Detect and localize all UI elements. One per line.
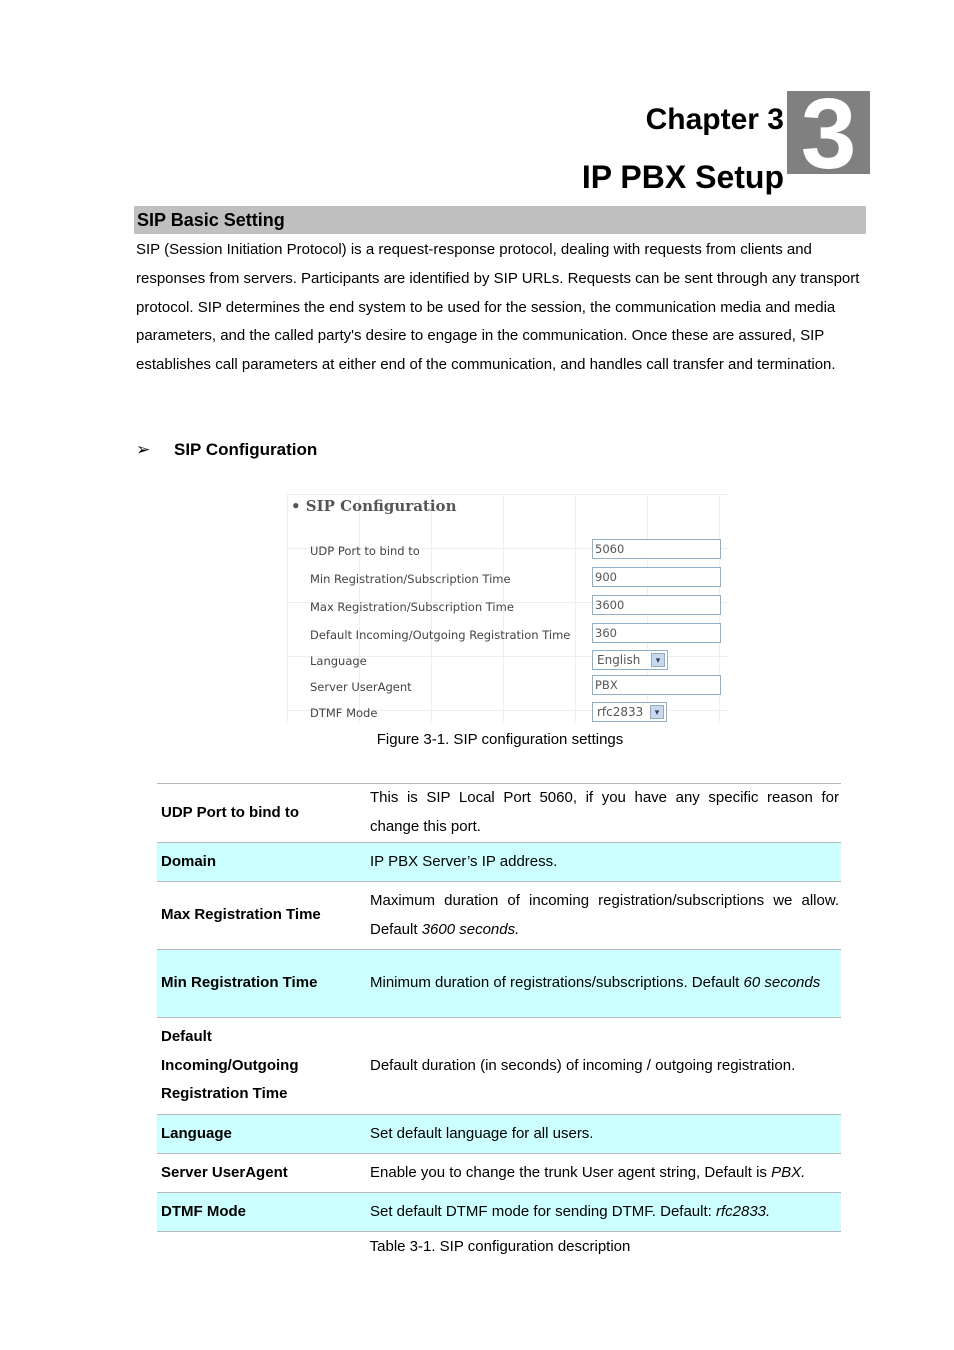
table-desc: Set default DTMF mode for sending DTMF. Default: rfc2833. (366, 1193, 841, 1232)
default-registration-input[interactable]: 360 (592, 623, 721, 643)
dtmf-mode-select-value: rfc2833 (597, 705, 644, 719)
intro-paragraph: SIP (Session Initiation Protocol) is a request-response protocol, dealing with requests from clients and responses from servers. Participants are identified by SIP URLs. Requests can be sent through any transport protocol. SIP determines the end system to be used for the session, the communication media and media parameters, and the called party's desire to engage in the communication. Once these are assured, SIP establishes call parameters at either end of the communication, and handles call transfer and termination. (136, 241, 860, 374)
dtmf-mode-select[interactable] (592, 702, 667, 722)
field-label-server-useragent: Server UserAgent (310, 680, 412, 694)
screenshot-title: • SIP Configuration (291, 497, 457, 515)
section-header (134, 206, 866, 234)
table-row (157, 1193, 841, 1232)
table-desc: IP PBX Server’s IP address. (366, 843, 841, 882)
table-row (157, 1115, 841, 1154)
table-key: Language (157, 1115, 366, 1154)
table-key: Min Registration Time (157, 950, 366, 1018)
table-desc: This is SIP Local Port 5060, if you have any specific reason for change this port. (366, 784, 841, 843)
table-row (157, 784, 841, 843)
section-title: SIP Basic Setting (137, 210, 285, 230)
subheading-label: SIP Configuration (174, 440, 318, 459)
server-useragent-input[interactable]: PBX (592, 675, 721, 695)
table-key: Server UserAgent (157, 1154, 366, 1193)
udp-port-input[interactable]: 5060 (592, 539, 721, 559)
field-label-dtmf-mode: DTMF Mode (310, 706, 378, 720)
table-caption: Table 3-1. SIP configuration description (369, 1238, 631, 1255)
table-row (157, 882, 841, 950)
table-row (157, 950, 841, 1018)
table-row (157, 843, 841, 882)
chevron-down-icon[interactable]: ▾ (651, 653, 665, 667)
table-desc: Set default language for all users. (366, 1115, 841, 1154)
max-registration-input[interactable]: 3600 (592, 595, 721, 615)
field-label-language: Language (310, 654, 367, 668)
field-label-default-registration: Default Incoming/Outgoing Registration Time (310, 628, 571, 642)
sip-description-table (157, 783, 841, 1232)
table-key: Domain (157, 843, 366, 882)
min-registration-input[interactable]: 900 (592, 567, 721, 587)
arrow-bullet-icon: ➢ (136, 440, 151, 459)
table-desc: Minimum duration of registrations/subscriptions. Default 60 seconds (366, 950, 841, 1018)
field-label-min-registration: Min Registration/Subscription Time (310, 572, 511, 586)
field-label-udp-port: UDP Port to bind to (310, 544, 420, 558)
table-key: Default Incoming/Outgoing Registration Time (157, 1018, 366, 1115)
table-key: Max Registration Time (157, 882, 366, 950)
table-desc: Enable you to change the trunk User agent string, Default is PBX. (366, 1154, 841, 1193)
table-row (157, 1018, 841, 1115)
table-key: UDP Port to bind to (157, 784, 366, 843)
language-select-value: English (597, 653, 641, 667)
chapter-heading (582, 100, 784, 198)
table-row (157, 1154, 841, 1193)
chapter-title: IP PBX Setup (581, 159, 784, 195)
table-desc: Default duration (in seconds) of incoming / outgoing registration. (366, 1018, 841, 1115)
table-desc: Maximum duration of incoming registration/subscriptions we allow. Default 3600 seconds. (366, 882, 841, 950)
chevron-down-icon[interactable]: ▾ (650, 705, 664, 719)
field-label-max-registration: Max Registration/Subscription Time (310, 600, 514, 614)
chapter-label: Chapter 3 (645, 103, 784, 136)
chapter-number-badge: 3 (787, 91, 870, 174)
sip-configuration-screenshot (287, 494, 728, 722)
figure-caption: Figure 3-1. SIP configuration settings (376, 731, 624, 748)
subheading (136, 440, 317, 460)
language-select[interactable] (592, 650, 668, 670)
table-key: DTMF Mode (157, 1193, 366, 1232)
